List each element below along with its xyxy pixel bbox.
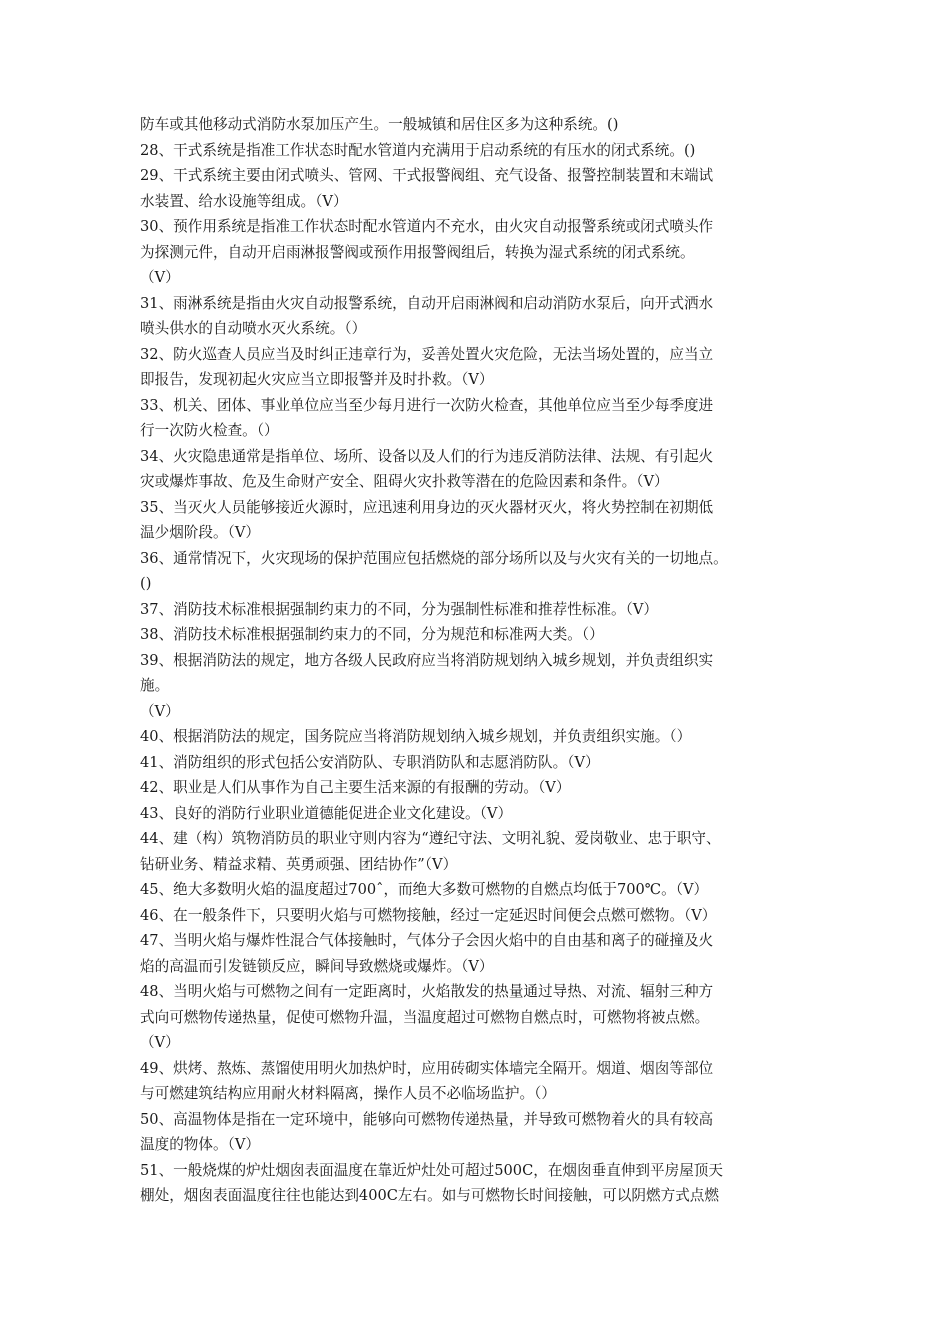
text-line: 30、预作用系统是指准工作状态时配水管道内不充水，由火灾自动报警系统或闭式喷头作 [140, 218, 714, 235]
question-paragraph [140, 750, 828, 776]
text-line: 41、消防组织的形式包括公安消防队、专职消防队和志愿消防队。（V） [140, 753, 600, 771]
text-line: 47、当明火焰与爆炸性混合气体接触时，气体分子会因火焰中的自由基和离子的碰撞及火 [140, 932, 714, 949]
question-paragraph [140, 342, 828, 393]
question-paragraph [140, 138, 828, 164]
text-line: 34、火灾隐患通常是指单位、场所、设备以及人们的行为违反消防法律、法规、有引起火 [140, 447, 714, 465]
text-line: 33、机关、团体、事业单位应当至少每月进行一次防火检查，其他单位应当至少每季度进 [140, 396, 714, 414]
text-line: 式向可燃物传递热量，促使可燃物升温，当温度超过可燃物自燃点时，可燃物将被点燃。 [140, 1008, 710, 1026]
text-line: 29、干式系统主要由闭式喷头、管网、干式报警阀组、充气设备、报警控制装置和末端试 [140, 167, 714, 184]
question-paragraph [140, 1158, 828, 1209]
question-paragraph [140, 444, 828, 495]
document-page [140, 112, 828, 1209]
text-line: 45、绝大多数明火焰的温度超过700ˆ，而绝大多数可燃物的自燃点均低于700℃。（V） [140, 881, 709, 898]
text-line: 行一次防火检查。（） [140, 422, 279, 439]
text-line: 46、在一般条件下，只要明火焰与可燃物接触，经过一定延迟时间便会点燃可燃物。（V） [140, 906, 717, 924]
question-paragraph [140, 775, 828, 801]
question-paragraph [140, 1056, 828, 1107]
text-line: （V） [140, 269, 180, 286]
question-paragraph [140, 495, 828, 546]
text-line: 温少烟阶段。（V） [140, 524, 260, 541]
text-line: 39、根据消防法的规定，地方各级人民政府应当将消防规划纳入城乡规划，并负责组织实 [140, 651, 714, 669]
question-paragraph [140, 724, 828, 750]
text-line: 钻研业务、精益求精、英勇顽强、团结协作”（V） [140, 855, 458, 873]
text-line: 48、当明火焰与可燃物之间有一定距离时，火焰散发的热量通过导热、对流、辐射三种方 [140, 983, 714, 1000]
question-paragraph [140, 903, 828, 929]
question-paragraph [140, 622, 828, 648]
text-line: 为探测元件，自动开启雨淋报警阀或预作用报警阀组后，转换为湿式系统的闭式系统。 [140, 243, 695, 261]
text-line: （V） [140, 1034, 180, 1051]
question-paragraph [140, 928, 828, 979]
text-line: 44、建（构）筑物消防员的职业守则内容为“遵纪守法、文明礼貌、爱岗敬业、忠于职守、 [140, 830, 721, 847]
text-line: 即报告，发现初起火灾应当立即报警并及时扑救。（V） [140, 371, 494, 388]
text-line: 灾或爆炸事故、危及生命财产安全、阻碍火灾扑救等潜在的危险因素和条件。（V） [140, 473, 669, 490]
question-paragraph [140, 877, 828, 903]
text-line: 焰的高温而引发链锁反应，瞬间导致燃烧或爆炸。（V） [140, 957, 494, 975]
text-line: 51、一般烧煤的炉灶烟囱表面温度在靠近炉灶处可超过500C，在烟囱垂直伸到平房屋顶天 [140, 1161, 723, 1179]
text-line: 棚处，烟囱表面温度往往也能达到400C左右。如与可燃物长时间接触，可以阴燃方式点燃 [140, 1187, 719, 1204]
text-line: 28、干式系统是指准工作状态时配水管道内充满用于启动系统的有压水的闭式系统。() [140, 141, 696, 159]
text-line: 37、消防技术标准根据强制约束力的不同，分为强制性标准和推荐性标准。（V） [140, 600, 658, 618]
question-paragraph [140, 163, 828, 214]
text-line: 喷头供水的自动喷水灭火系统。（） [140, 320, 367, 337]
text-line: （V） [140, 702, 180, 720]
question-paragraph [140, 826, 828, 877]
text-line: 43、良好的消防行业职业道德能促进企业文化建设。（V） [140, 804, 513, 822]
question-paragraph [140, 291, 828, 342]
question-paragraph [140, 801, 828, 827]
text-line: 防车或其他移动式消防水泵加压产生。一般城镇和居住区多为这种系统。() [140, 116, 619, 133]
text-line: 温度的物体。（V） [140, 1136, 260, 1153]
question-paragraph [140, 393, 828, 444]
text-line: 水装置、给水设施等组成。（V） [140, 192, 348, 210]
text-line: 38、消防技术标准根据强制约束力的不同，分为规范和标准两大类。（） [140, 626, 604, 643]
question-paragraph [140, 1107, 828, 1158]
question-paragraph [140, 979, 828, 1056]
text-line: 35、当灭火人员能够接近火源时，应迅速利用身边的灭火器材灭火，将火势控制在初期低 [140, 498, 714, 516]
question-paragraph [140, 648, 828, 725]
text-line: 36、通常情况下，火灾现场的保护范围应包括燃烧的部分场所以及与火灾有关的一切地点。 [140, 549, 728, 567]
text-line: 49、烘烤、熬炼、蒸馏使用明火加热炉时，应用砖砌实体墙完全隔开。烟道、烟囱等部位 [140, 1059, 714, 1077]
question-paragraph [140, 214, 828, 291]
text-line: 施。 [140, 677, 170, 694]
text-line: () [140, 575, 152, 592]
question-paragraph [140, 597, 828, 623]
text-line: 31、雨淋系统是指由火灾自动报警系统，自动开启雨淋阀和启动消防水泵后，向开式洒水 [140, 294, 714, 312]
question-paragraph [140, 546, 828, 597]
text-line: 与可燃建筑结构应用耐火材料隔离，操作人员不必临场监护。（） [140, 1085, 556, 1102]
text-line: 50、高温物体是指在一定环境中，能够向可燃物传递热量，并导致可燃物着火的具有较高 [140, 1110, 714, 1128]
question-paragraph [140, 112, 828, 138]
text-line: 40、根据消防法的规定，国务院应当将消防规划纳入城乡规划，并负责组织实施。（） [140, 728, 692, 745]
text-line: 32、防火巡查人员应当及时纠正违章行为，妥善处置火灾危险，无法当场处置的，应当立 [140, 345, 714, 363]
text-line: 42、职业是人们从事作为自己主要生活来源的有报酬的劳动。（V） [140, 779, 571, 796]
